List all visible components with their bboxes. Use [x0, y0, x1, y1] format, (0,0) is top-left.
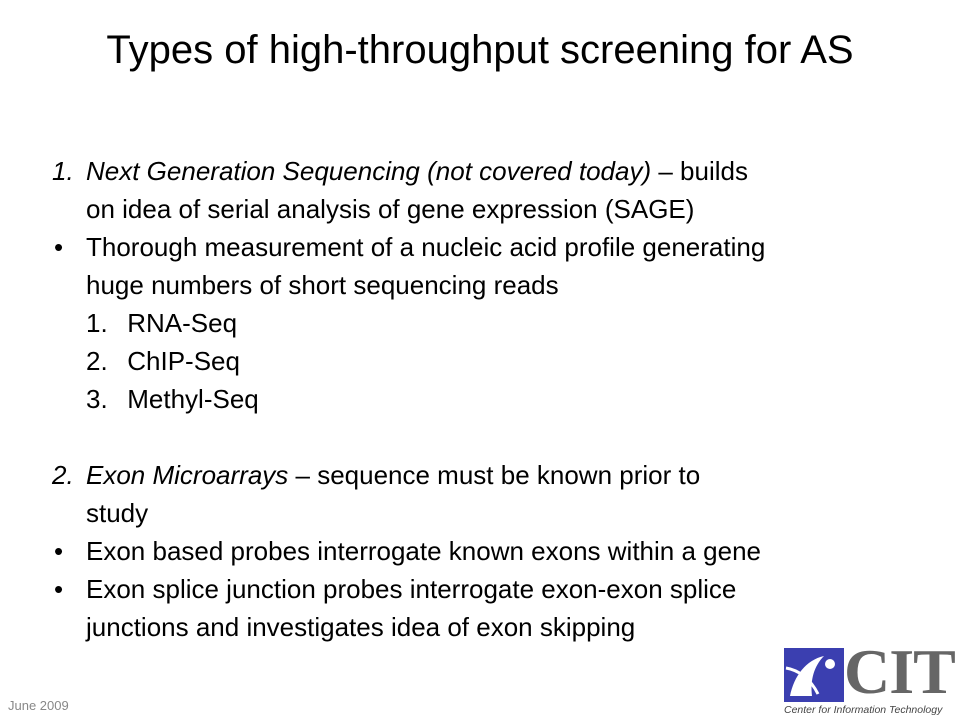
list-item-label: ChIP-Seq: [127, 346, 240, 376]
list-item-number: 2.: [86, 346, 108, 376]
cit-logo-caption: Center for Information Technology: [784, 704, 943, 716]
list-item: [52, 304, 912, 342]
section2-bullet2-text: Exon splice junction probes interrogate exon-exon splice: [86, 574, 737, 604]
section2-line1: [52, 456, 912, 494]
slide-body: [52, 152, 912, 646]
cit-logo-text: CIT: [844, 636, 955, 707]
list-item-number: 1.: [86, 308, 108, 338]
spacer: [52, 418, 912, 456]
bullet-marker: •: [54, 574, 64, 604]
section2-bullet1: [52, 532, 912, 570]
section1-line2: on idea of serial analysis of gene expression (SAGE): [86, 194, 695, 224]
section1-bullet-text: Thorough measurement of a nucleic acid profile generating: [86, 232, 766, 262]
section2-bullet1-text: Exon based probes interrogate known exons within a gene: [86, 536, 761, 566]
cit-logo: [784, 636, 956, 718]
slide-title: Types of high-throughput screening for AS: [106, 28, 854, 72]
section1-bullet: [52, 228, 912, 266]
section1-bullet-cont: huge numbers of short sequencing reads: [86, 270, 559, 300]
section1-number: 1.: [52, 156, 74, 186]
list-item-number: 3.: [86, 384, 108, 414]
section1-rest: – builds: [651, 156, 748, 186]
section1-line1: [52, 152, 912, 190]
section2-line2: study: [86, 498, 149, 528]
section2-number: 2.: [52, 460, 74, 490]
section2-bullet2-cont: junctions and investigates idea of exon skipping: [86, 612, 636, 642]
section2-heading: Exon Microarrays: [86, 460, 289, 490]
list-item-label: Methyl-Seq: [127, 384, 259, 414]
list-item: [52, 342, 912, 380]
cit-logo-mark-icon: [784, 648, 844, 702]
section1-heading: Next Generation Sequencing (not covered today): [86, 156, 652, 186]
bullet-marker: •: [54, 536, 64, 566]
section2-bullet2: [52, 570, 912, 608]
bullet-marker: •: [54, 232, 64, 262]
footer-date: June 2009: [8, 698, 69, 713]
list-item-label: RNA-Seq: [127, 308, 238, 338]
section2-rest: – sequence must be known prior to: [288, 460, 701, 490]
list-item: [52, 380, 912, 418]
